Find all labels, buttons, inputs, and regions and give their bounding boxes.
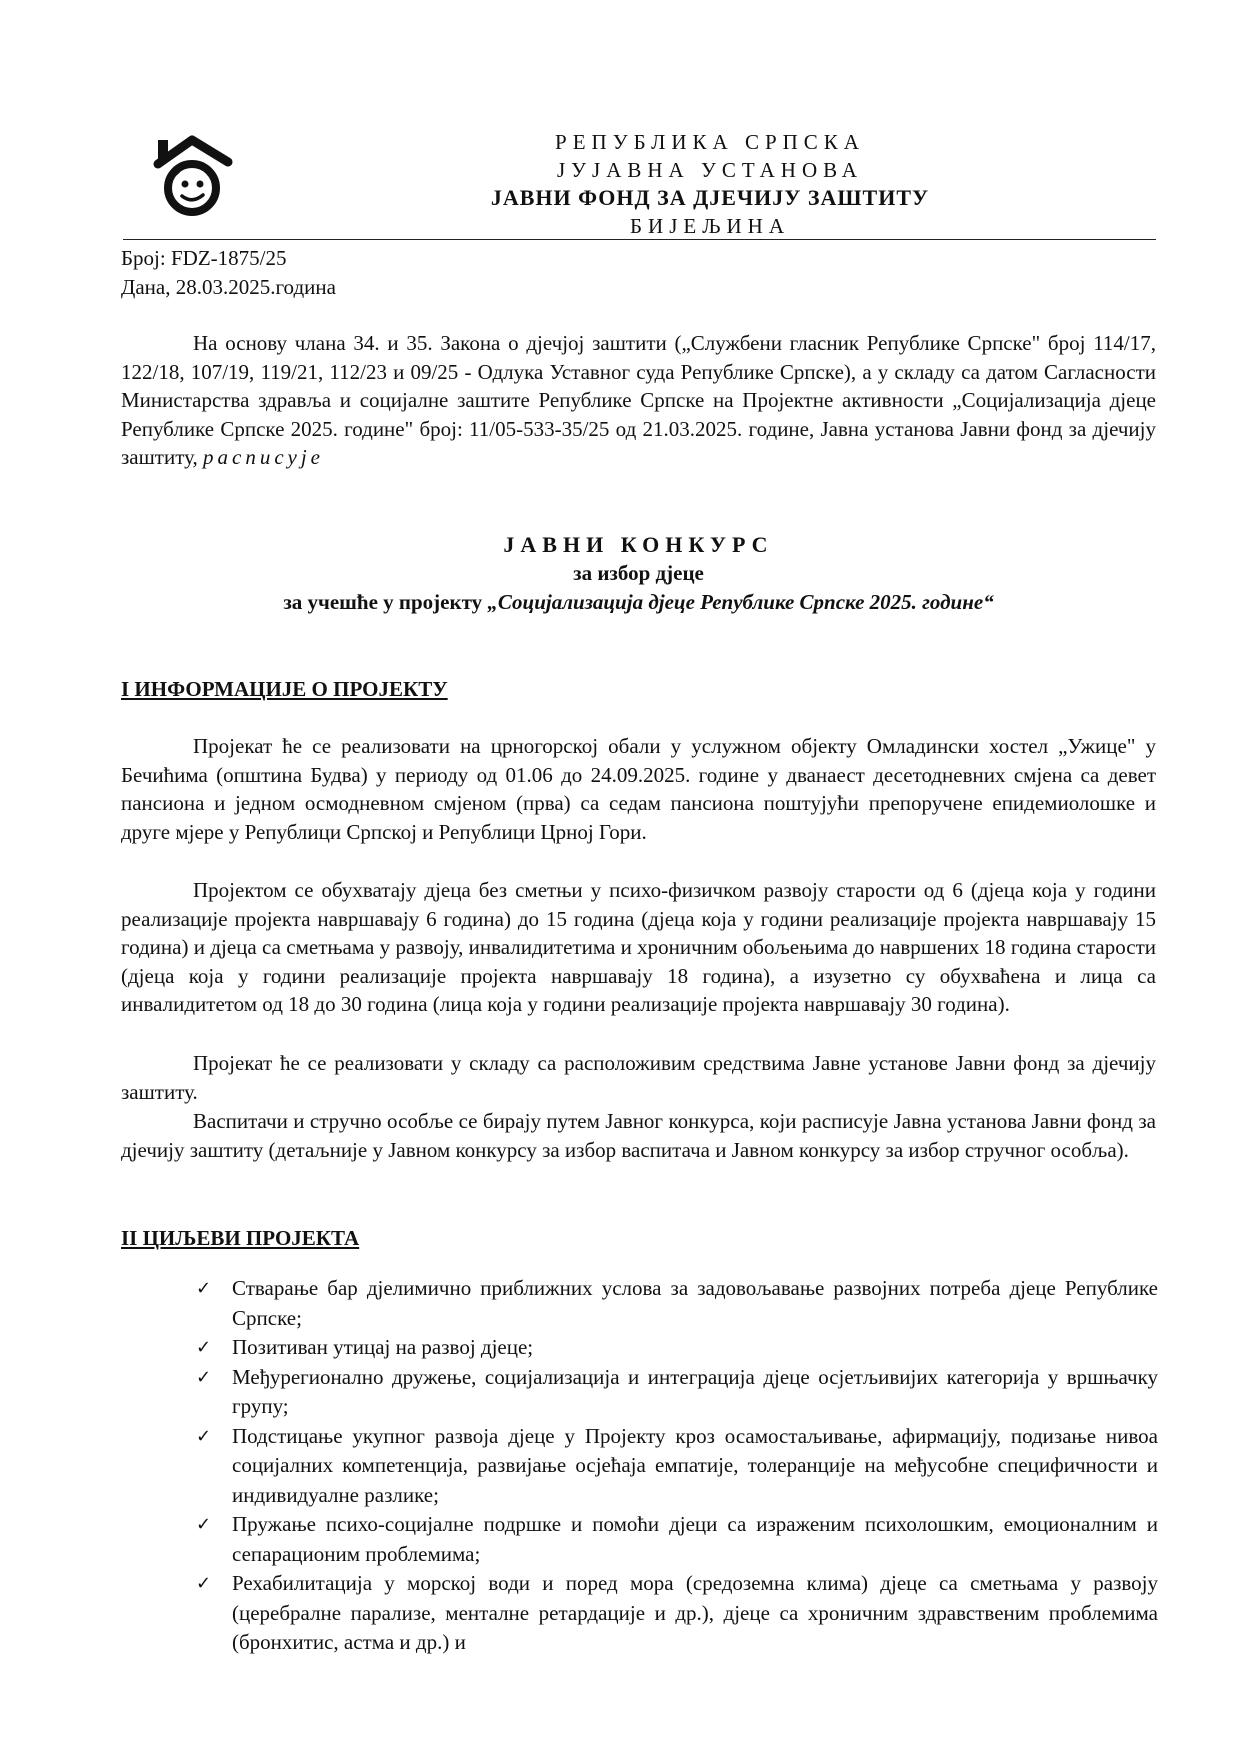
checkmark-icon: ✓ <box>196 1425 212 1447</box>
section-1-heading: I ИНФОРМАЦИЈЕ О ПРОЈЕКТУ <box>121 677 448 701</box>
checkmark-icon: ✓ <box>196 1366 212 1388</box>
title-block <box>121 530 1156 617</box>
letterhead-institution-type: ЈУЈАВНА УСТАНОВА <box>557 158 863 182</box>
goal-item <box>196 1274 1158 1333</box>
letterhead-country: РЕПУБЛИКА СРПСКА <box>555 130 865 154</box>
paragraph-text: Пројекат ће се реализовати на црногорској обали у услужном објекту Омладински хостел „Ужице" у Бечићима (општина Будва) у периоду од 01.06 до 24.09.2025. године у дванаест десетодневних смјена са девет пансиона и једном осмодневном смјеном (прва) са седам пансиона поштујући препоручене епидемиолошке и друге мјере у Републици Српској и Републици Црној Гори. <box>121 734 1156 844</box>
section-1-paragraph-3 <box>121 1049 1156 1106</box>
letterhead-institution-name: ЈАВНИ ФОНД ЗА ДЈЕЧИЈУ ЗАШТИТУ <box>490 185 930 210</box>
letterhead <box>440 128 980 240</box>
project-prefix: за учешће у пројекту <box>283 590 483 614</box>
goal-item <box>196 1510 1158 1569</box>
goal-item <box>196 1569 1158 1658</box>
document-date: Дана, 28.03.2025.година <box>121 275 336 299</box>
intro-closing: расписује <box>203 445 324 470</box>
checkmark-icon: ✓ <box>196 1278 212 1299</box>
house-child-logo <box>150 134 240 220</box>
checkmark-icon: ✓ <box>196 1514 212 1535</box>
project-name: „Социјализација дјеце Републике Српске 2025. године“ <box>487 590 994 614</box>
goal-text: Подстицање укупног развоја дјеце у Пројекту кроз осамостаљивање, афирмацију, подизање нивоа социјалних компетенција, развијање осјећаја емпатије, толеранције на међусобне специфичности и индивидуалне разлике; <box>232 1423 1158 1507</box>
goal-item <box>196 1422 1158 1511</box>
section-1-paragraph-1 <box>121 732 1156 846</box>
intro-text: На основу члана 34. и 35. Закона о дјечјој заштити („Службени гласник Републике Српске" број 114/17, 122/18, 107/19, 119/21, 112/23 и 09/25 - Одлука Уставног суда Републике Српске), а у складу са датом Сагласности Министарства здравља и социјалне заштите Републике Српске на Пројектне активности „Социјализација дјеце Републике Српске 2025. године" број: 11/05-533-35/25 од 21.03.2025. године, Јавна установа Јавни фонд за дјечију заштиту, <box>121 331 1156 470</box>
goal-item <box>196 1333 1158 1363</box>
checkmark-icon: ✓ <box>196 1573 212 1594</box>
goal-item <box>196 1363 1158 1422</box>
checkmark-icon: ✓ <box>196 1337 212 1358</box>
paragraph-text: Пројекат ће се реализовати у складу са расположивим средствима Јавне установе Јавни фонд за дјечију заштиту. <box>121 1051 1156 1104</box>
goal-text: Рехабилитација у морској води и поред мора (средоземна клима) дјеце са сметњама у развоју (церебралне парализе, менталне ретардације и др.), дјеце са хроничним здравственим проблемима (бронхитис, астма и др.) и <box>232 1571 1158 1654</box>
intro-paragraph <box>121 329 1156 472</box>
document-project-line <box>121 588 1156 617</box>
section-1-paragraph-4 <box>121 1107 1156 1164</box>
goal-text: Стварање бар дјелимично приближних услова за задовољавање развојних потреба дјеце Републике Српске; <box>232 1276 1158 1330</box>
paragraph-text: Васпитачи и стручно особље се бирају путем Јавног конкурса, који расписује Јавна установа Јавни фонд за дјечију заштиту (детаљније у Јавном конкурсу за избор васпитача и Јавном конкурсу за избор стручног особља). <box>121 1109 1156 1162</box>
section-2-heading: II ЦИЉЕВИ ПРОЈЕКТА <box>121 1226 360 1250</box>
goal-text: Пружање психо-социјалне подршке и помоћи дјеци са израженим психолошким, емоционалним и сепарационим проблемима; <box>232 1512 1158 1566</box>
document-meta <box>121 244 336 302</box>
goals-list <box>196 1274 1158 1658</box>
goal-text: Међурегионално дружење, социјализација и интеграција дјеце осјетљивијих категорија у вршњачку групу; <box>232 1364 1158 1418</box>
section-1-paragraph-2 <box>121 876 1156 1019</box>
paragraph-text: Пројектом се обухватају дјеца без сметњи у психо-физичком развоју старости од 6 (дјеца која у години реализације пројекта навршавају 6 година) до 15 година (дјеца која у години реализације пројекта навршавају 15 година) и дјеца са сметњама у развоју, инвалидитетима и хроничним обољењима до навршених 18 година старости (дјеца која у години реализације пројекта навршавају 18 година), а изузетно су обухваћена и лица са инвалидитетом од 18 до 30 година (лица која у години реализације пројекта навршавају 30 година). <box>121 878 1156 1017</box>
document-subtitle: за избор дјеце <box>573 561 704 585</box>
document-number: Број: FDZ-1875/25 <box>121 246 287 270</box>
goal-text: Позитиван утицај на развој дјеце; <box>232 1335 534 1359</box>
letterhead-divider <box>123 239 1156 240</box>
letterhead-city: БИЈЕЉИНА <box>629 214 791 238</box>
document-title: ЈАВНИ КОНКУРС <box>503 532 774 557</box>
